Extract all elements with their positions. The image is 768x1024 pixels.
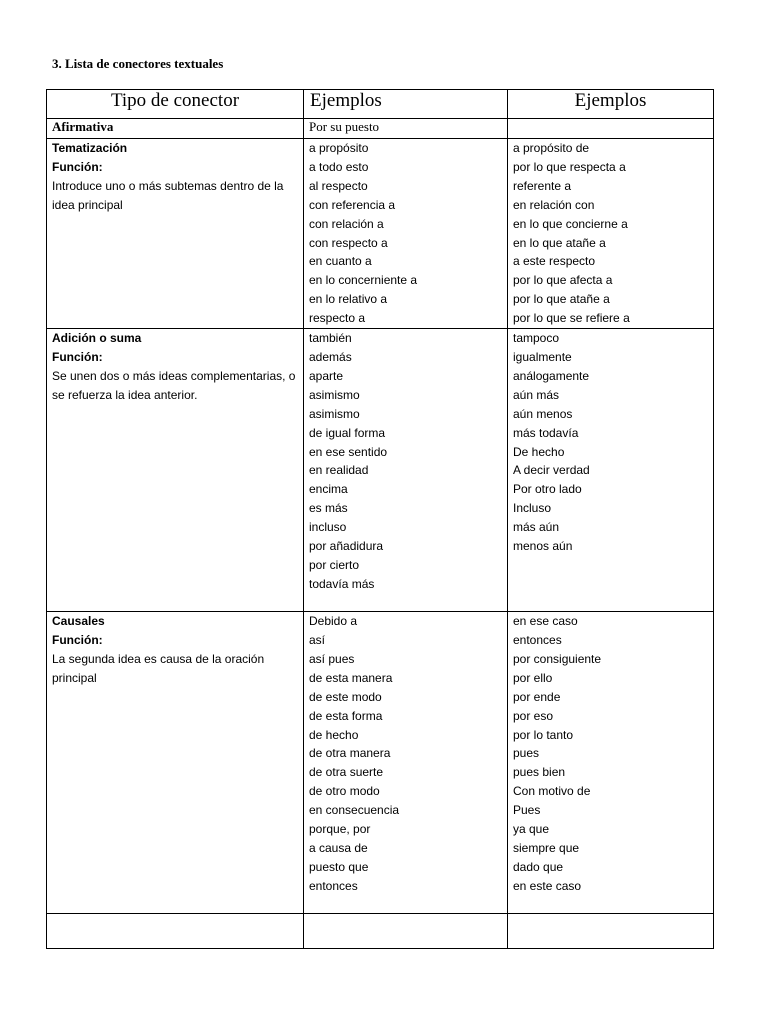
causales-examples-2 — [508, 612, 714, 914]
example-item: por ello — [513, 670, 553, 685]
example-item: en consecuencia — [309, 803, 400, 818]
adicion-type-cell — [47, 329, 304, 612]
example-item: pues bien — [513, 765, 566, 780]
example-item: por cierto — [309, 557, 360, 572]
example-item: puesto que — [309, 859, 369, 874]
empty-cell — [304, 914, 508, 949]
example-item: a propósito de — [513, 141, 590, 155]
empty-cell — [47, 914, 304, 949]
table-header-row — [47, 90, 714, 119]
example-item: a propósito — [309, 141, 369, 155]
example-item: de otra manera — [309, 746, 391, 761]
table-row-causales — [47, 612, 714, 914]
example-item: de esta manera — [309, 670, 393, 685]
example-item: por lo que se refiere a — [513, 311, 630, 326]
example-item: es más — [309, 501, 348, 516]
example-item: a todo esto — [309, 159, 369, 174]
example-item: en lo concerniente a — [309, 273, 418, 288]
example-item: entonces — [309, 878, 358, 893]
afirmativa-example: Por su puesto — [304, 119, 508, 139]
example-item: Incluso — [513, 501, 552, 516]
example-item: menos aún — [513, 539, 573, 554]
section-name: Causales — [52, 614, 105, 629]
example-item: de este modo — [309, 689, 382, 704]
function-description: Se unen dos o más ideas complementarias, o se refuerza la idea anterior. — [52, 368, 296, 402]
example-item: de otro modo — [309, 784, 380, 799]
example-item: en lo que concierne a — [513, 216, 628, 231]
example-item: además — [309, 349, 352, 364]
example-item: de hecho — [309, 727, 359, 742]
example-item: en este caso — [513, 878, 582, 893]
example-item: referente a — [513, 178, 572, 193]
example-item: en lo que atañe a — [513, 235, 606, 250]
example-item: en realidad — [309, 463, 369, 478]
example-item: aparte — [309, 368, 344, 383]
example-item: análogamente — [513, 368, 590, 383]
example-item: dado que — [513, 859, 564, 874]
table-row-empty — [47, 914, 714, 949]
example-item: asimismo — [309, 406, 360, 421]
example-item: en relación con — [513, 197, 595, 212]
header-examples-1: Ejemplos — [304, 90, 508, 119]
example-item: por lo tanto — [513, 727, 574, 742]
section-name: Tematización — [52, 141, 128, 155]
example-item: por consiguiente — [513, 651, 602, 666]
example-item: con respecto a — [309, 235, 388, 250]
example-item: encima — [309, 482, 348, 497]
example-item: en lo relativo a — [309, 292, 388, 307]
example-item: en ese sentido — [309, 444, 388, 459]
example-item: por lo que afecta a — [513, 273, 613, 288]
example-item: en cuanto a — [309, 254, 372, 269]
example-item: pues — [513, 746, 540, 761]
example-item: porque, por — [309, 822, 371, 837]
empty-cell — [508, 914, 714, 949]
example-item: entonces — [513, 632, 562, 647]
example-item: A decir verdad — [513, 463, 590, 478]
tematizacion-examples-2 — [508, 139, 714, 329]
example-item: aún menos — [513, 406, 573, 421]
example-item: a este respecto — [513, 254, 596, 269]
example-item: de otra suerte — [309, 765, 384, 780]
example-item: respecto a — [309, 311, 366, 326]
example-item: con referencia a — [309, 197, 396, 212]
example-item: en ese caso — [513, 614, 578, 629]
example-item: ya que — [513, 822, 550, 837]
example-item: así pues — [309, 651, 355, 666]
afirmativa-label: Afirmativa — [47, 119, 304, 139]
section-name: Adición o suma — [52, 331, 142, 346]
function-description: La segunda idea es causa de la oración principal — [52, 651, 265, 685]
function-label: Función: — [52, 349, 103, 364]
example-item: a causa de — [309, 840, 368, 855]
example-item: por ende — [513, 689, 561, 704]
example-item: siempre que — [513, 840, 580, 855]
example-item: al respecto — [309, 178, 368, 193]
table-row-tematizacion — [47, 139, 714, 329]
causales-type-cell — [47, 612, 304, 914]
function-label: Función: — [52, 159, 103, 174]
example-item: por lo que respecta a — [513, 159, 626, 174]
example-item: Con motivo de — [513, 784, 591, 799]
example-item: todavía más — [309, 576, 375, 591]
causales-examples-1 — [304, 612, 508, 914]
example-item: más aún — [513, 520, 560, 535]
afirmativa-example-2 — [508, 119, 714, 139]
document-title: 3. Lista de conectores textuales — [52, 56, 224, 71]
example-item: Debido a — [309, 614, 358, 629]
example-item: así — [309, 632, 326, 647]
tematizacion-examples-1 — [304, 139, 508, 329]
example-item: por eso — [513, 708, 554, 723]
example-item: también — [309, 331, 352, 346]
function-description: Introduce uno o más subtemas dentro de la idea principal — [52, 178, 284, 212]
example-item: por lo que atañe a — [513, 292, 610, 307]
example-item: más todavía — [513, 425, 579, 440]
example-item: Pues — [513, 803, 541, 818]
table-row-adicion — [47, 329, 714, 612]
tematizacion-type-cell — [47, 139, 304, 329]
adicion-examples-1 — [304, 329, 508, 612]
example-item: aún más — [513, 387, 560, 402]
example-item: de esta forma — [309, 708, 383, 723]
example-item: de igual forma — [309, 425, 386, 440]
example-item: Por otro lado — [513, 482, 582, 497]
example-item: De hecho — [513, 444, 565, 459]
example-item: por añadidura — [309, 539, 384, 554]
header-examples-2: Ejemplos — [508, 90, 714, 119]
header-connector-type: Tipo de conector — [47, 90, 304, 119]
adicion-examples-2 — [508, 329, 714, 612]
connectors-table — [46, 89, 714, 949]
example-item: asimismo — [309, 387, 360, 402]
table-row-afirmativa — [47, 119, 714, 139]
example-item: igualmente — [513, 349, 572, 364]
example-item: tampoco — [513, 331, 560, 346]
example-item: con relación a — [309, 216, 384, 231]
function-label: Función: — [52, 632, 103, 647]
example-item: incluso — [309, 520, 347, 535]
